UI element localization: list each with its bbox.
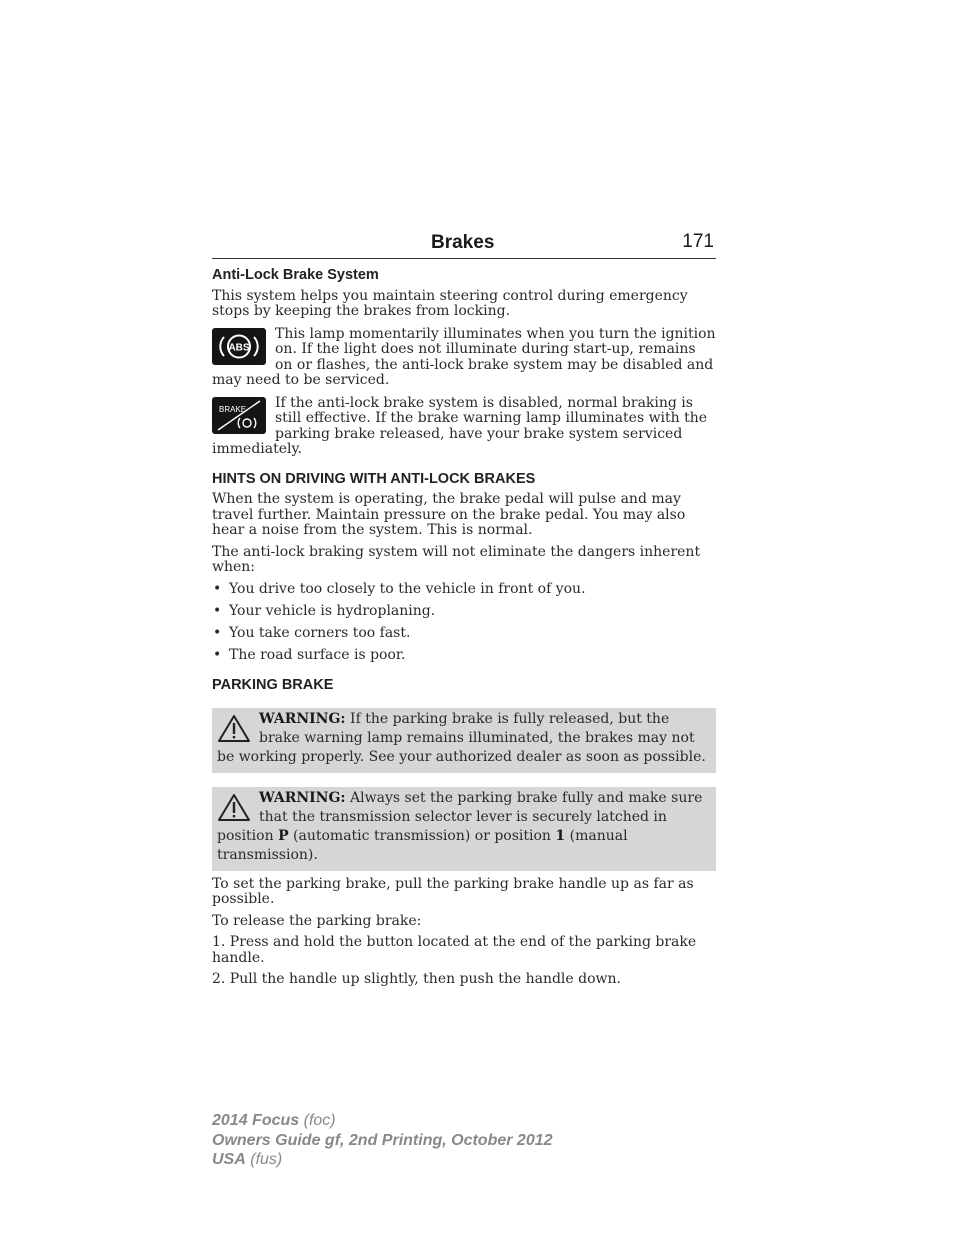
anti-lock-heading: Anti-Lock Brake System bbox=[212, 267, 379, 283]
page-footer bbox=[212, 1111, 553, 1170]
list-item: • You take corners too fast. bbox=[213, 624, 411, 641]
brake-lamp-paragraph bbox=[212, 396, 716, 458]
hints-heading: HINTS ON DRIVING WITH ANTI-LOCK BRAKES bbox=[212, 470, 536, 487]
footer-region-code: (fus) bbox=[250, 1151, 283, 1168]
brake-warning-icon bbox=[212, 397, 266, 434]
abs-lamp-paragraph bbox=[212, 327, 716, 389]
warning-text-2a: Always set the parking brake fully and make sure that the transmission selector lever is securely latched in position bbox=[217, 789, 703, 844]
list-item: • The road surface is poor. bbox=[213, 646, 406, 663]
footer-guide: Owners Guide gf, 2nd Printing, October 2012 bbox=[212, 1131, 553, 1149]
anti-lock-section bbox=[212, 268, 716, 458]
chapter-title: Brakes bbox=[431, 232, 495, 253]
warning-text-1: If the parking brake is fully released, but the brake warning lamp remains illuminated, the brakes may not be working properly. See your authorized dealer as soon as possible. bbox=[217, 710, 706, 765]
set-parking-brake-text: To set the parking brake, pull the parking brake handle up as far as possible. bbox=[212, 875, 694, 907]
warning-triangle-icon bbox=[217, 793, 251, 823]
list-item: • You drive too closely to the vehicle in front of you. bbox=[213, 580, 586, 597]
hints-paragraph-2: The anti-lock braking system will not eliminate the dangers inherent when: bbox=[212, 543, 701, 575]
release-step-1: 1. Press and hold the button located at the end of the parking brake handle. bbox=[212, 934, 697, 966]
warning-label: WARNING: bbox=[259, 710, 346, 727]
anti-lock-intro: This system helps you maintain steering control during emergency stops by keeping the brakes from locking. bbox=[212, 287, 688, 319]
brake-icon-label: BRAKE bbox=[219, 404, 247, 414]
hints-section bbox=[212, 472, 716, 664]
parking-brake-heading: PARKING BRAKE bbox=[212, 677, 334, 693]
list-item: • Your vehicle is hydroplaning. bbox=[213, 602, 436, 619]
footer-region: USA bbox=[212, 1151, 246, 1168]
footer-model: 2014 Focus bbox=[212, 1112, 300, 1129]
abs-icon-label: ABS bbox=[228, 342, 250, 353]
warning-triangle-icon bbox=[217, 714, 251, 744]
position-1: 1 bbox=[555, 827, 566, 844]
warning-label: WARNING: bbox=[259, 789, 346, 806]
abs-warning-icon bbox=[212, 328, 266, 365]
warning-box-2 bbox=[212, 787, 716, 871]
release-step-2: 2. Pull the handle up slightly, then push the handle down. bbox=[212, 971, 621, 987]
parking-instructions bbox=[212, 877, 716, 988]
abs-lamp-text: This lamp momentarily illuminates when you turn the ignition on. If the light does not illuminate during start-up, remains on or flashes, the anti-lock brake system may be disabled and may need to be serviced. bbox=[212, 325, 716, 388]
parking-brake-section bbox=[212, 678, 716, 988]
page-number: 171 bbox=[682, 231, 714, 252]
release-parking-brake-text: To release the parking brake: bbox=[212, 912, 422, 929]
brake-lamp-text: If the anti-lock brake system is disabled, normal braking is still effective. If the brake warning lamp illuminates with the parking brake released, have your brake system serviced immediately. bbox=[212, 394, 708, 457]
position-p: P bbox=[278, 827, 289, 844]
warning-text-2c: (manual transmission). bbox=[217, 827, 628, 863]
manual-page bbox=[212, 228, 716, 994]
page-header bbox=[212, 228, 716, 259]
warning-box-1 bbox=[212, 708, 716, 773]
warning-text-2b: (automatic transmission) or position bbox=[293, 827, 551, 844]
hints-paragraph-1: When the system is operating, the brake pedal will pulse and may travel further. Maintain pressure on the brake pedal. You may also hear a noise from the system. This is normal. bbox=[212, 491, 686, 538]
footer-model-code: (foc) bbox=[303, 1112, 336, 1129]
dangers-list bbox=[212, 582, 716, 664]
